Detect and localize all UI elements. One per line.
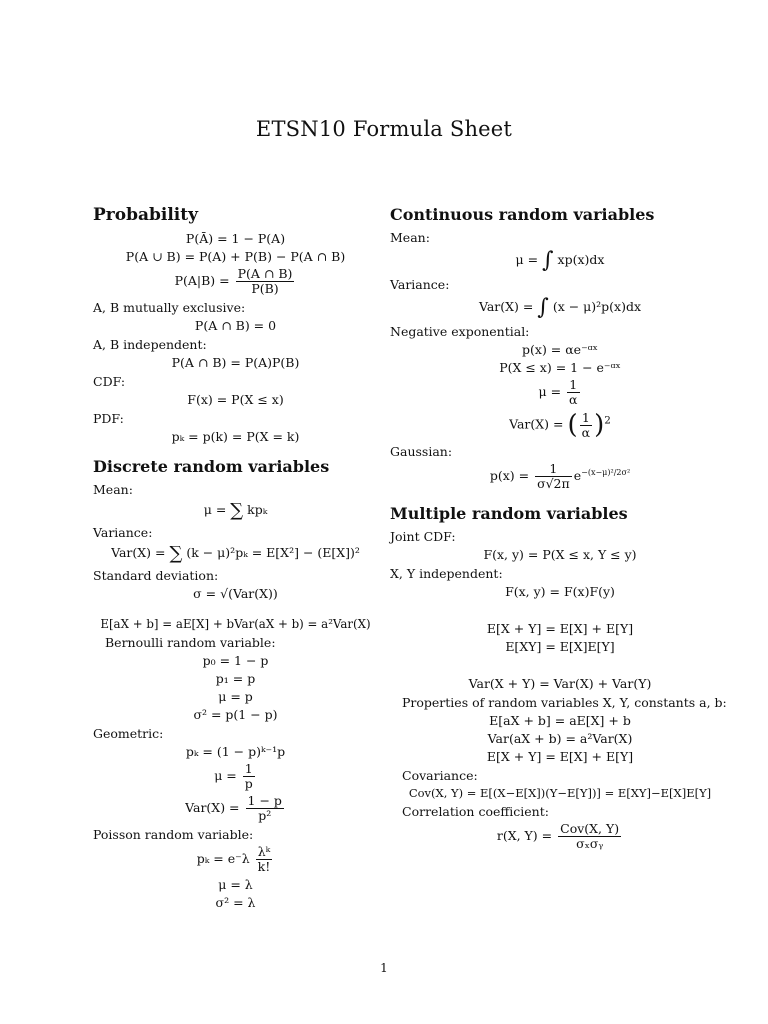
formula-cont-var [390,295,730,320]
formula-negexp-var [390,410,730,440]
formula-lhs: P(A|B) = [174,273,230,288]
paren-close: ) [594,410,605,440]
fraction [558,822,621,851]
denominator: p [244,776,253,791]
formula-variance [93,543,378,564]
formula: p(x) = αe⁻ᵅˣ [522,342,598,357]
denominator: σ√2π [537,476,570,491]
formula-gaussian [390,462,730,491]
formula-rhs: (x − μ)²p(x)dx [552,299,642,314]
formula-lhs: Var(X) = [185,800,240,815]
label: Joint CDF: [390,529,456,544]
label: A, B independent: [93,337,207,352]
formula: μ = p [218,689,253,704]
left-column [93,205,378,913]
denominator: k! [257,859,271,874]
integral-symbol: ∫ [537,295,549,320]
formula-lhs: p(x) = [489,468,530,483]
exp-base: e [573,468,582,483]
formula: Var(aX + b) = a²Var(X) [487,731,633,746]
label: A, B mutually exclusive: [93,300,246,315]
fraction [236,267,295,296]
formula: σ = √(Var(X)) [193,586,278,601]
label: Variance: [93,525,153,540]
formula-negexp-mean [390,378,730,407]
formula: F(x, y) = P(X ≤ x, Y ≤ y) [483,547,637,562]
sum-symbol: ∑ [230,500,244,521]
label: Bernoulli random variable: [105,635,276,650]
formula-lhs: μ = [214,768,237,783]
formula: p₁ = p [215,671,256,686]
fraction [246,794,284,823]
formula: P(Ā) = 1 − P(A) [185,231,286,246]
numerator: 1 [567,378,579,393]
formula: F(x) = P(X ≤ x) [187,392,284,407]
formula: E[XY] = E[X]E[Y] [505,639,615,654]
denominator: α [569,392,578,407]
label: PDF: [93,411,124,426]
formula: E[aX + b] = aE[X] + b [489,713,631,728]
label: Correlation coefficient: [402,804,549,819]
formula: Cov(X, Y) = E[(X−E[X])(Y−E[Y])] = E[XY]−E[X]E[Y] [408,786,712,800]
formula-lhs: r(X, Y) = [496,828,553,843]
formula: P(A ∩ B) = P(A)P(B) [171,355,300,370]
formula-geo-var [93,794,378,823]
formula-lhs: Var(X) = [111,545,166,560]
fraction [256,845,273,874]
numerator: P(A ∩ B) [237,266,293,281]
label: X, Y independent: [390,566,503,581]
label: Geometric: [93,726,164,741]
formula: σ² = λ [215,895,256,910]
formula: p₀ = 1 − p [202,653,269,668]
numerator: λᵏ [256,845,273,860]
formula: pₖ = (1 − p)ᵏ⁻¹p [185,744,286,759]
fraction [567,378,579,407]
label: Gaussian: [390,444,453,459]
section-heading-discrete: Discrete random variables [93,457,330,476]
integral-symbol: ∫ [542,248,554,273]
label: CDF: [93,374,126,389]
denominator: P(B) [251,281,279,296]
denominator: α [581,424,591,440]
formula: P(A ∪ B) = P(A) + P(B) − P(A ∩ B) [125,249,346,264]
formula: P(X ≤ x) = 1 − e⁻ᵅˣ [499,360,621,375]
formula-rhs: (k − μ)²pₖ = E[X²] − (E[X])² [186,545,360,560]
formula: Var(X + Y) = Var(X) + Var(Y) [468,676,652,691]
formula-geo-mean [93,762,378,791]
fraction [243,762,255,791]
section-heading-continuous: Continuous random variables [390,205,655,224]
formula-mean [93,500,378,521]
label: Standard deviation: [93,568,219,583]
label: Properties of random variables X, Y, constants a, b: [402,695,727,710]
numerator: Cov(X, Y) [560,821,620,836]
formula-cont-mean [390,248,730,273]
exponent: −(x−μ)²/2σ² [581,467,631,477]
formula-lhs: pₖ = e⁻λ [196,851,250,866]
label: Poisson random variable: [93,827,254,842]
formula: σ² = p(1 − p) [193,707,278,722]
sum-symbol: ∑ [169,543,183,564]
formula-conditional [93,267,378,296]
section-heading-probability: Probability [93,205,198,225]
formula: pₖ = p(k) = P(X = k) [171,429,300,444]
formula-lhs: Var(X) = [509,416,564,432]
fraction [580,411,592,440]
formula: F(x, y) = F(x)F(y) [505,584,615,599]
fraction [535,462,572,491]
formula-lhs: μ = [203,502,227,517]
formula-rhs: kpₖ [247,502,268,517]
section-heading-multiple: Multiple random variables [390,504,628,523]
formula-lhs: Var(X) = [478,299,534,314]
label: Mean: [93,482,133,497]
denominator: σₓσᵧ [576,836,604,851]
label: Negative exponential: [390,324,530,339]
formula: E[X + Y] = E[X] + E[Y] [486,621,634,636]
numerator: 1 [535,462,572,477]
denominator: p² [258,808,272,823]
formula-lhs: μ = [515,252,539,267]
numerator: 1 − p [247,793,282,808]
formula: P(A ∩ B) = 0 [194,318,277,333]
formula: E[X + Y] = E[X] + E[Y] [486,749,634,764]
exponent: 2 [604,414,611,427]
formula-lhs: μ = [538,384,562,399]
formula-poisson [93,845,378,874]
formula-correlation [390,822,730,851]
numerator: 1 [243,762,255,777]
formula-rhs: xp(x)dx [557,252,605,267]
label: Variance: [390,277,450,292]
page-title: ETSN10 Formula Sheet [255,117,513,141]
numerator: 1 [580,411,592,426]
formula: μ = λ [218,877,253,892]
formula: E[aX + b] = aE[X] + bVar(aX + b) = a²Var(X) [100,617,371,631]
page-number: 1 [380,961,388,975]
label: Covariance: [402,768,478,783]
label: Mean: [390,230,430,245]
right-column [390,205,730,854]
paren-open: ( [567,410,578,440]
